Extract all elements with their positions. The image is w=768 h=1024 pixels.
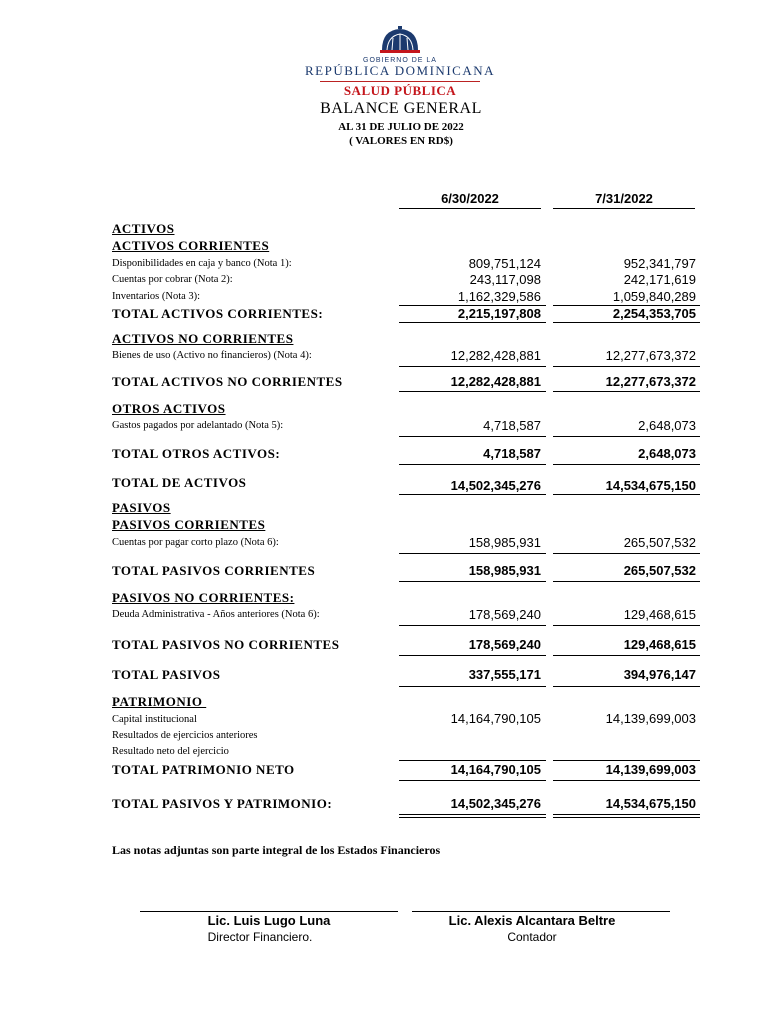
divider bbox=[399, 581, 546, 582]
signatory-role: Director Financiero. bbox=[207, 930, 313, 944]
document-title: BALANCE GENERAL bbox=[320, 100, 482, 117]
divider bbox=[399, 494, 546, 495]
currency-note: ( VALORES EN RD$) bbox=[349, 135, 453, 147]
table-row: Resultados de ejercicios anteriores bbox=[112, 730, 258, 741]
divider bbox=[553, 553, 700, 554]
total-row: TOTAL PATRIMONIO NETO 14,164,790,105 14,139,699,003 bbox=[112, 762, 696, 777]
divider bbox=[553, 625, 700, 626]
logo-divider bbox=[320, 81, 480, 82]
section-activos: ACTIVOS bbox=[112, 221, 175, 236]
divider bbox=[553, 366, 700, 367]
divider bbox=[399, 817, 546, 818]
section-pasivos: PASIVOS bbox=[112, 500, 171, 515]
table-row: Gastos pagados por adelantado (Nota 5): 4,718,587 2,648,073 bbox=[112, 418, 696, 433]
table-row: Cuentas por cobrar (Nota 2): 243,117,098 242,171,619 bbox=[112, 272, 696, 287]
divider bbox=[553, 817, 700, 818]
table-row: Capital institucional 14,164,790,105 14,139,699,003 bbox=[112, 711, 696, 726]
table-row: Cuentas por pagar corto plazo (Nota 6): 158,985,931 265,507,532 bbox=[112, 535, 696, 550]
gov-line-2: REPÚBLICA DOMINICANA bbox=[305, 63, 495, 78]
section-patrimonio: PATRIMONIO bbox=[112, 694, 207, 709]
divider bbox=[553, 780, 700, 781]
footnote: Las notas adjuntas son parte integral de los Estados Financieros bbox=[112, 843, 441, 857]
document-subtitle: AL 31 DE JULIO DE 2022 bbox=[338, 121, 464, 133]
section-activos-no-corrientes: ACTIVOS NO CORRIENTES bbox=[112, 331, 294, 346]
divider bbox=[399, 464, 546, 465]
total-row: TOTAL PASIVOS NO CORRIENTES 178,569,240 129,468,615 bbox=[112, 637, 696, 652]
divider bbox=[553, 760, 700, 761]
government-logo bbox=[300, 26, 500, 99]
divider bbox=[399, 322, 546, 323]
divider bbox=[553, 391, 700, 392]
gov-line-1: GOBIERNO DE LA bbox=[363, 57, 437, 64]
divider bbox=[553, 494, 700, 495]
table-row: Disponibilidades en caja y banco (Nota 1): 809,751,124 952,341,797 bbox=[112, 256, 696, 271]
divider bbox=[553, 814, 700, 815]
divider bbox=[553, 655, 700, 656]
total-row: TOTAL ACTIVOS CORRIENTES: 2,215,197,808 2,254,353,705 bbox=[112, 306, 696, 321]
signature-line bbox=[140, 911, 398, 912]
table-row: Resultado neto del ejercicio bbox=[112, 746, 229, 757]
total-row: TOTAL OTROS ACTIVOS: 4,718,587 2,648,073 bbox=[112, 446, 696, 461]
total-row: TOTAL PASIVOS Y PATRIMONIO: 14,502,345,276 14,534,675,150 bbox=[112, 796, 696, 811]
table-row: Deuda Administrativa - Años anteriores (Nota 6): 178,569,240 129,468,615 bbox=[112, 607, 696, 622]
divider bbox=[553, 322, 700, 323]
divider bbox=[553, 581, 700, 582]
divider bbox=[399, 760, 546, 761]
section-activos-corrientes: ACTIVOS CORRIENTES bbox=[112, 238, 270, 253]
divider bbox=[399, 366, 546, 367]
divider bbox=[399, 625, 546, 626]
total-row: TOTAL DE ACTIVOS 14,502,345,276 14,534,675,150 bbox=[112, 475, 696, 493]
divider bbox=[553, 464, 700, 465]
column-header-june: 6/30/2022 bbox=[399, 191, 541, 209]
divider bbox=[399, 686, 546, 687]
divider bbox=[399, 553, 546, 554]
divider bbox=[399, 655, 546, 656]
table-row: Bienes de uso (Activo no financieros) (Nota 4): 12,282,428,881 12,277,673,372 bbox=[112, 348, 696, 363]
dome-icon bbox=[378, 26, 422, 56]
table-row: Inventarios (Nota 3): 1,162,329,586 1,059,840,289 bbox=[112, 289, 696, 304]
divider bbox=[553, 436, 700, 437]
section-pasivos-no-corrientes: PASIVOS NO CORRIENTES: bbox=[112, 590, 295, 605]
divider bbox=[399, 391, 546, 392]
total-row: TOTAL PASIVOS 337,555,171 394,976,147 bbox=[112, 667, 696, 682]
signatory-name: Lic. Luis Lugo Luna bbox=[207, 913, 331, 928]
divider bbox=[399, 436, 546, 437]
divider bbox=[399, 814, 546, 815]
total-row: TOTAL ACTIVOS NO CORRIENTES 12,282,428,881 12,277,673,372 bbox=[112, 374, 696, 389]
section-otros-activos: OTROS ACTIVOS bbox=[112, 401, 226, 416]
signatory-role: Contador bbox=[507, 930, 557, 944]
divider bbox=[553, 686, 700, 687]
column-header-july: 7/31/2022 bbox=[553, 191, 695, 209]
signatory-name: Lic. Alexis Alcantara Beltre bbox=[448, 913, 616, 928]
total-row: TOTAL PASIVOS CORRIENTES 158,985,931 265,507,532 bbox=[112, 563, 696, 578]
signature-line bbox=[412, 911, 670, 912]
gov-line-3: SALUD PÚBLICA bbox=[343, 83, 457, 98]
section-pasivos-corrientes: PASIVOS CORRIENTES bbox=[112, 517, 266, 532]
divider bbox=[399, 780, 546, 781]
